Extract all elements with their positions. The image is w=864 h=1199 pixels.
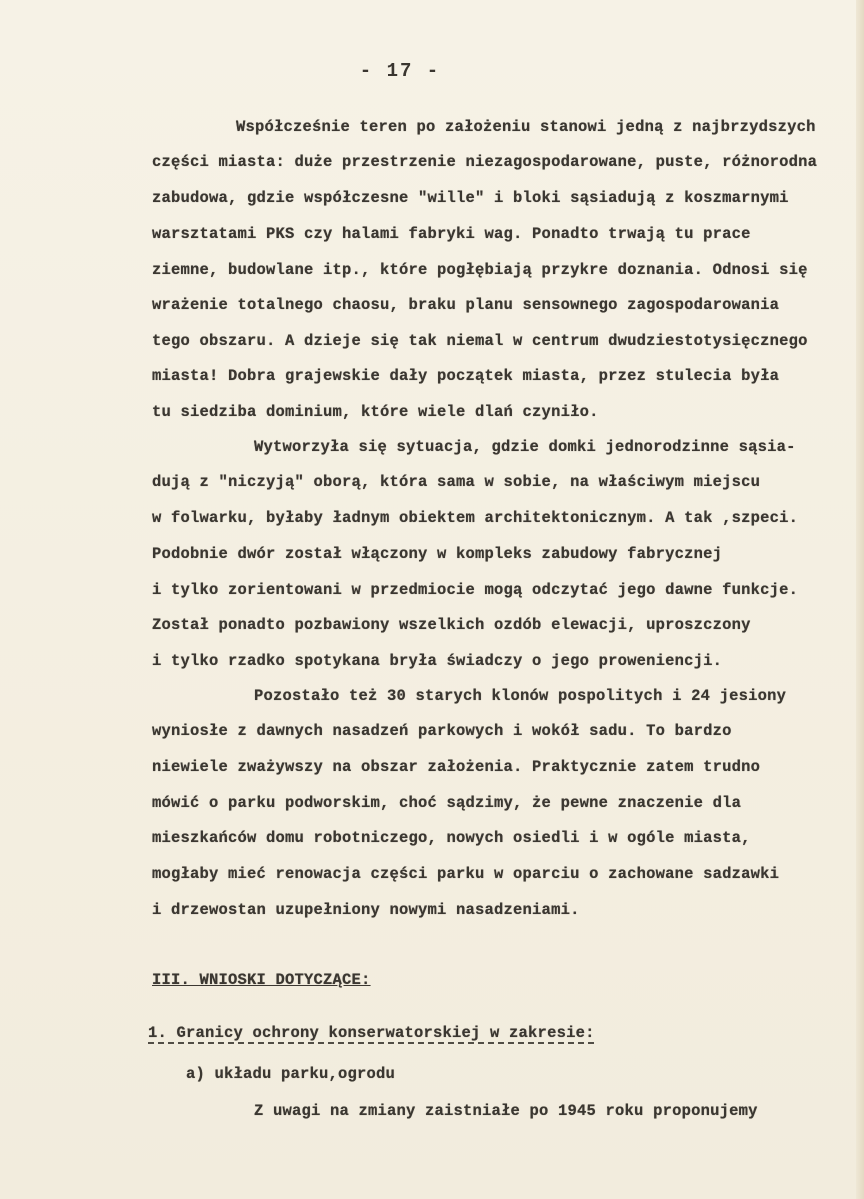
list-item-a: a) układu parku,ogrodu [186,1065,396,1083]
text-line: Pozostało też 30 starych klonów pospolitych i 24 jesiony [254,687,787,705]
text-line: Został ponadto pozbawiony wszelkich ozdób elewacji, uproszczony [152,616,751,634]
text-line: wrażenie totalnego chaosu, braku planu sensownego zagospodarowania [152,296,780,314]
text-line: wyniosłe z dawnych nasadzeń parkowych i wokół sadu. To bardzo [152,722,732,740]
text-line: mieszkańców domu robotniczego, nowych osiedli i w ogóle miasta, [152,829,751,847]
text-line: Z uwagi na zmiany zaistniałe po 1945 roku proponujemy [254,1102,758,1120]
text-line: Podobnie dwór został włączony w kompleks zabudowy fabrycznej [152,545,723,563]
text-line: i tylko rzadko spotykana bryła świadczy o jego proweniencji. [152,652,723,670]
text-line: w folwarku, byłaby ładnym obiektem architektonicznym. A tak ,szpeci. [152,509,799,527]
text-line: dują z "niczyją" oborą, która sama w sobie, na właściwym miejscu [152,473,761,491]
text-line: i tylko zorientowani w przedmiocie mogą odczytać jego dawne funkcje. [152,581,799,599]
text-line: mówić o parku podworskim, choć sądzimy, że pewne znaczenie dla [152,794,742,812]
text-line: zabudowa, gdzie współczesne "wille" i bloki sąsiadują z koszmarnymi [152,189,789,207]
paper-edge [856,0,864,1199]
text-line: Współcześnie teren po założeniu stanowi jedną z najbrzydszych [236,118,816,136]
text-line: tu siedziba dominium, które wiele dlań czyniło. [152,403,599,421]
text-line: i drzewostan uzupełniony nowymi nasadzeniami. [152,901,580,919]
subsection-heading: 1. Granicy ochrony konserwatorskiej w zakresie: [148,1024,595,1042]
text-line: mogłaby mieć renowacja części parku w oparciu o zachowane sadzawki [152,865,780,883]
text-line: Wytworzyła się sytuacja, gdzie domki jednorodzinne sąsia- [254,438,796,456]
page-number: - 17 - [359,60,441,82]
text-line: tego obszaru. A dzieje się tak niemal w centrum dwudziestotysięcznego [152,332,808,350]
text-line: niewiele zważywszy na obszar założenia. Praktycznie zatem trudno [152,758,761,776]
section-heading: III. WNIOSKI DOTYCZĄCE: [152,971,371,989]
text-line: ziemne, budowlane itp., które pogłębiają przykre doznania. Odnosi się [152,261,808,279]
text-line: części miasta: duże przestrzenie niezagospodarowane, puste, różnorodna [152,153,818,171]
text-line: miasta! Dobra grajewskie dały początek miasta, przez stulecia była [152,367,780,385]
text-line: warsztatami PKS czy halami fabryki wag. Ponadto trwają tu prace [152,225,751,243]
